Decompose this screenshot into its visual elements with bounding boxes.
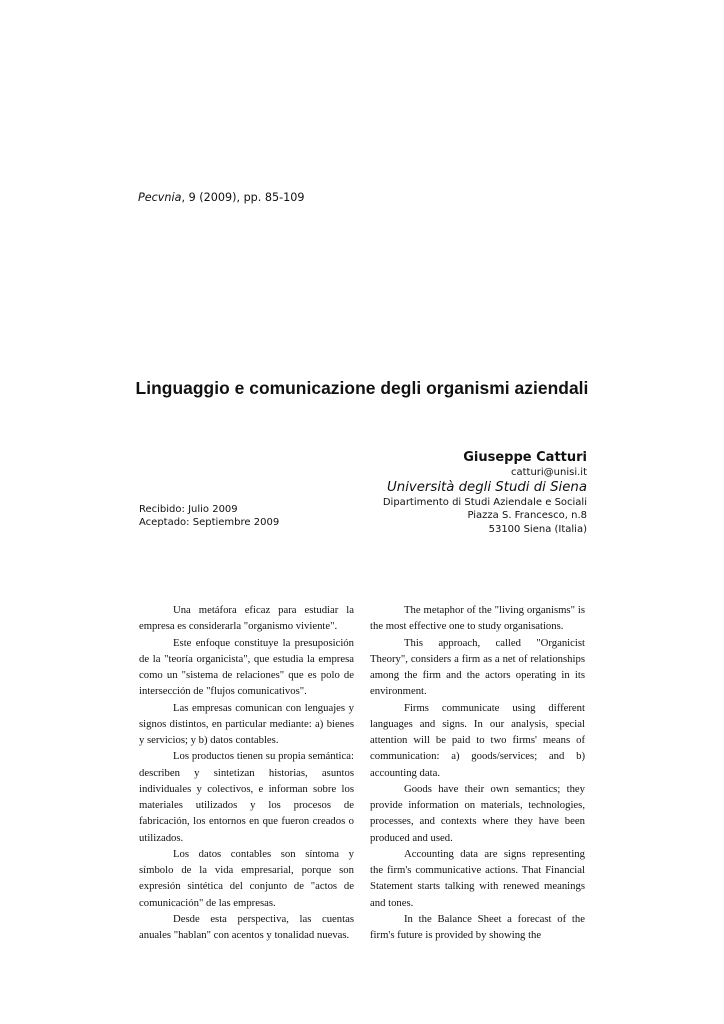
journal-name: Pecvnia [138,191,182,204]
abstract-paragraph: Una metáfora eficaz para estudiar la empresa es considerarla "organismo viviente". [139,604,354,633]
author-email[interactable]: catturi@unisi.it [510,467,587,478]
author-name: Giuseppe Catturi [463,450,587,465]
author-university: Università degli Studi di Siena [387,480,587,496]
author-department: Dipartimento di Studi Aziendale e Sociali [382,497,587,509]
abstract-paragraph: Desde esta perspectiva, las cuentas anuales "hablan" con acentos y tonalidad nuevas. [139,912,354,941]
abstract-paragraph: Goods have their own semantics; they provide information on materials, technologies, processes, and contexts where they have been produced and used. [370,782,585,844]
abstract-paragraph: This approach, called "Organicist Theory", considers a firm as a net of relationships among the firm and the actors operating in its environment. [370,636,585,698]
author-block [383,449,587,536]
abstract-paragraph: In the Balance Sheet a forecast of the firm's future is provided by showing the [370,912,585,941]
abstract-paragraph: The metaphor of the "living organisms" is the most effective one to study organisations. [370,604,585,633]
author-city: 53100 Siena (Italia) [488,523,587,535]
accepted-date: Aceptado: Septiembre 2009 [139,517,280,529]
abstract-paragraph: Los datos contables son síntoma y símbolo de la vida empresarial, porque son expresión sintética del conjunto de "actos de comunicación" de las empresas. [139,847,354,909]
abstract-paragraph: Los productos tienen su propia semántica: describen y sintetizan historias, asuntos individuales y colectivos, e informan sobre los materiales utilizados y los procesos de fabricación, los entornos en que fueron creados o utilizados. [139,750,354,844]
abstract-paragraph: Firms communicate using different languages and signs. In our analysis, special attention will be paid to two firms' means of communication: a) goods/services; and b) accounting data. [370,701,585,779]
abstract-paragraph: Accounting data are signs representing the firm's communicative actions. That Financial Statement starts talking with renewed meanings and tones. [370,847,585,909]
abstract-paragraph: Este enfoque constituye la presuposición de la "teoría organicista", que estudia la empresa como un "sistema de relaciones" que es polo de intersección de "flujos comunicativos". [139,636,354,698]
received-date: Recibido: Julio 2009 [139,504,238,515]
journal-citation [138,191,305,204]
abstract-paragraph: Las empresas comunican con lenguajes y signos distintos, en particular mediante: a) bienes y servicios; y b) datos contables. [139,701,354,746]
article-title: Linguaggio e comunicazione degli organismi aziendali [135,378,589,398]
abstract-spanish [139,602,354,943]
journal-issue: , 9 (2009), pp. 85-109 [181,191,305,204]
abstract-english [370,602,585,943]
author-street: Piazza S. Francesco, n.8 [467,510,587,522]
submission-dates [139,503,279,529]
